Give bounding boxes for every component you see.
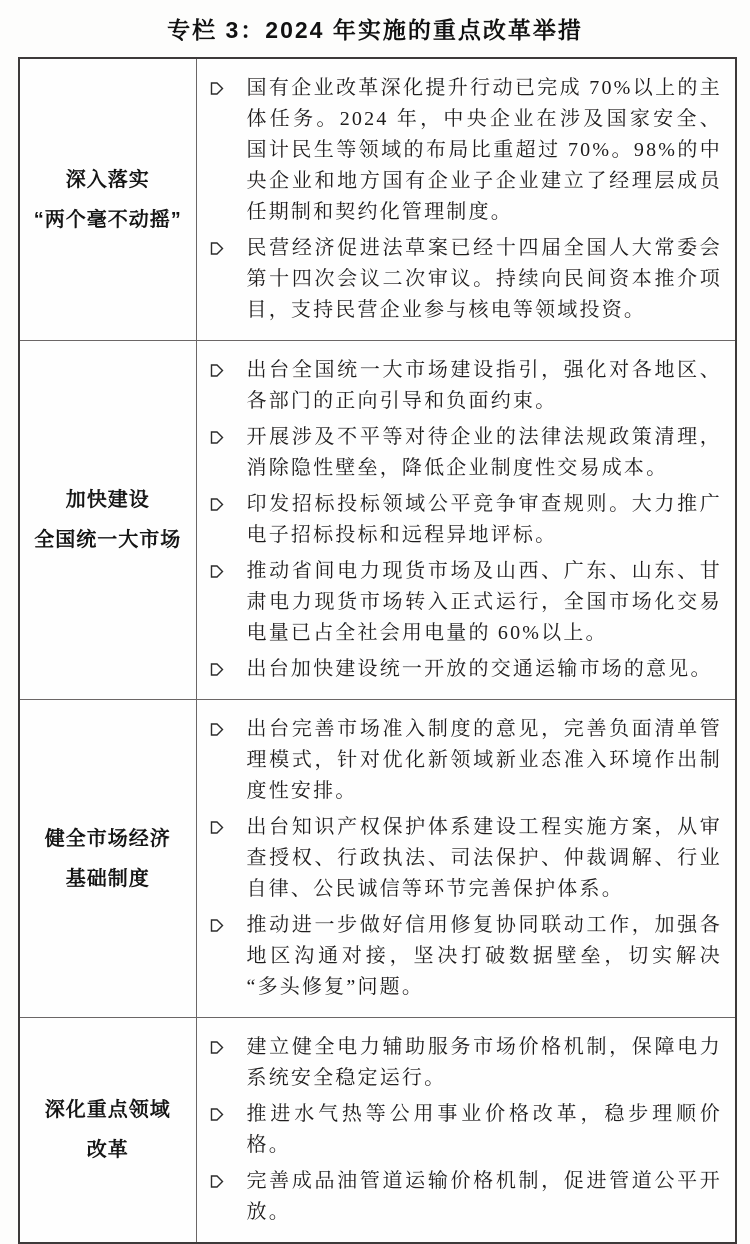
- list-item: [197, 355, 723, 417]
- list-item: [197, 1166, 723, 1228]
- list-item: [197, 714, 723, 807]
- list-item: [197, 556, 723, 649]
- row-header-line: 全国统一大市场: [34, 529, 182, 551]
- list-item-text: 开展涉及不平等对待企业的法律法规政策清理，消除隐性壁垒，降低企业制度性交易成本。: [246, 426, 722, 479]
- row-content-cell: [196, 1018, 736, 1244]
- arrow-bullet-icon: [210, 80, 224, 97]
- row-header: [19, 341, 196, 700]
- arrow-bullet-icon: [210, 1039, 224, 1056]
- row-header-line: “两个毫不动摇”: [33, 208, 182, 231]
- list-item-text: 推动进一步做好信用修复协同联动工作，加强各地区沟通对接，坚决打破数据壁垒，切实解决“多头修复”问题。: [246, 914, 722, 998]
- list-item-text: 出台全国统一大市场建设指引，强化对各地区、各部门的正向引导和负面约束。: [246, 359, 722, 412]
- arrow-bullet-icon: [210, 240, 224, 257]
- list-item-text: 民营经济促进法草案已经十四届全国人大常委会第十四次会议二次审议。持续向民间资本推介项目，支持民营企业参与核电等领域投资。: [246, 237, 722, 321]
- table-row: [19, 341, 736, 700]
- list-item: [197, 233, 723, 326]
- list-item-text: 推进水气热等公用事业价格改革，稳步理顺价格。: [246, 1103, 722, 1156]
- reform-measures-table: [18, 57, 737, 1244]
- list-item-text: 完善成品油管道运输价格机制，促进管道公平开放。: [246, 1170, 722, 1223]
- table-row: [19, 58, 736, 341]
- page-title: 专栏 3：2024 年实施的重点改革举措: [167, 17, 583, 43]
- list-item-text: 建立健全电力辅助服务市场价格机制，保障电力系统安全稳定运行。: [246, 1036, 722, 1089]
- row-header: [19, 1018, 196, 1244]
- list-item-text: 出台完善市场准入制度的意见，完善负面清单管理模式，针对优化新领域新业态准入环境作出制度性安排。: [246, 718, 722, 802]
- row-content-cell: [196, 58, 736, 341]
- list-item: [197, 910, 723, 1003]
- arrow-bullet-icon: [210, 1106, 224, 1123]
- list-item: [197, 422, 723, 484]
- row-content-cell: [196, 700, 736, 1018]
- list-item: [197, 1032, 723, 1094]
- arrow-bullet-icon: [210, 429, 224, 446]
- row-content-cell: [196, 341, 736, 700]
- list-item: [197, 812, 723, 905]
- list-item-text: 出台加快建设统一开放的交通运输市场的意见。: [246, 658, 713, 680]
- arrow-bullet-icon: [210, 362, 224, 379]
- arrow-bullet-icon: [210, 661, 224, 678]
- list-item-text: 印发招标投标领域公平竞争审查规则。大力推广电子招标投标和远程异地评标。: [246, 493, 722, 546]
- list-item: [197, 73, 723, 228]
- table-row: [19, 700, 736, 1018]
- arrow-bullet-icon: [210, 721, 224, 738]
- row-header-line: 加快建设: [65, 489, 150, 511]
- row-header-line: 健全市场经济: [44, 827, 171, 850]
- list-item-text: 国有企业改革深化提升行动已完成 70%以上的主体任务。2024 年，中央企业在涉及国家安全、国计民生等领域的布局比重超过 70%。98%的中央企业和地方国有企业子企业建立了经理层成员任期制和契约化管理制度。: [246, 77, 722, 223]
- list-item: [197, 489, 723, 551]
- list-item-text: 推动省间电力现货市场及山西、广东、山东、甘肃电力现货市场转入正式运行，全国市场化交易电量已占全社会用电量的 60%以上。: [246, 560, 722, 644]
- arrow-bullet-icon: [210, 819, 224, 836]
- list-item-text: 出台知识产权保护体系建设工程实施方案，从审查授权、行政执法、司法保护、仲裁调解、行业自律、公民诚信等环节完善保护体系。: [246, 816, 722, 900]
- row-header-line: 深化重点领域: [44, 1099, 171, 1121]
- table-row: [19, 1018, 736, 1244]
- row-header: [19, 58, 196, 341]
- arrow-bullet-icon: [210, 917, 224, 934]
- list-item: [197, 654, 723, 685]
- row-header-line: 深入落实: [65, 168, 150, 191]
- arrow-bullet-icon: [210, 496, 224, 513]
- list-item: [197, 1099, 723, 1161]
- row-header-line: 基础制度: [65, 867, 150, 890]
- arrow-bullet-icon: [210, 1173, 224, 1190]
- arrow-bullet-icon: [210, 563, 224, 580]
- row-header-line: 改革: [86, 1139, 129, 1161]
- row-header: [19, 700, 196, 1018]
